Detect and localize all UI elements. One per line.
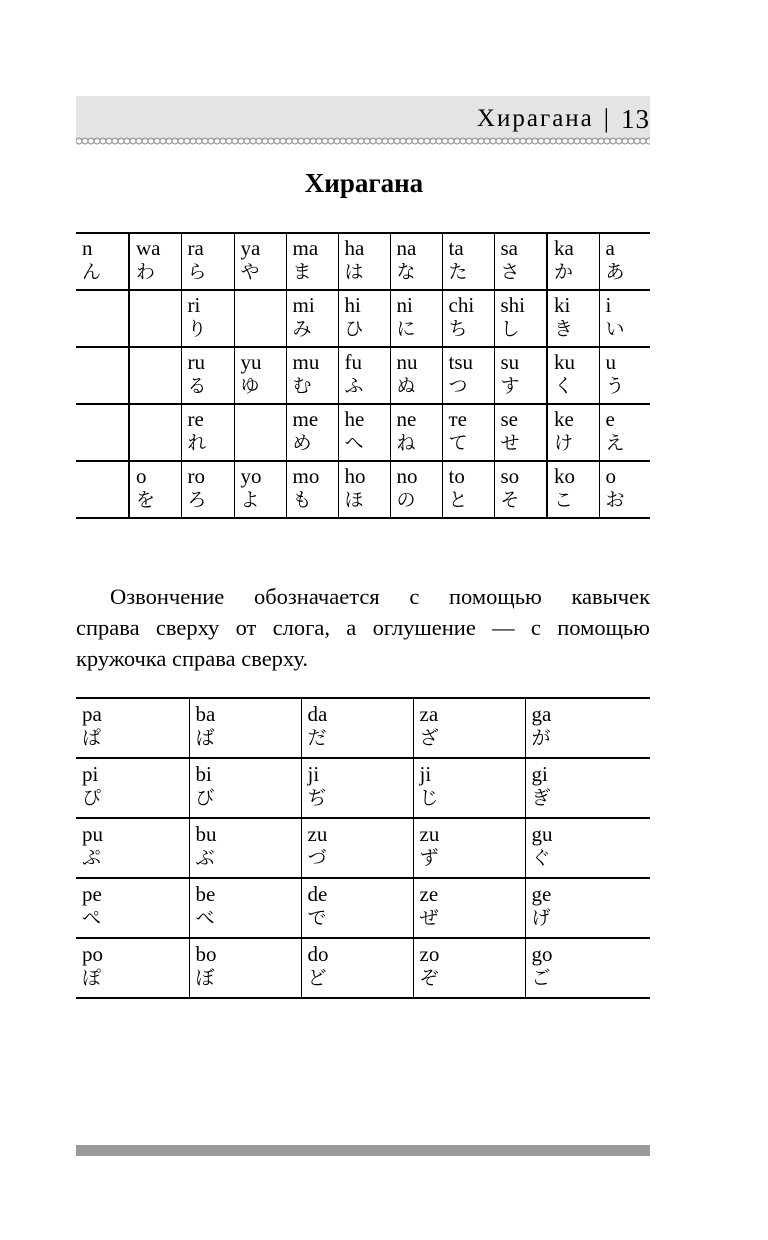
kana-character: て <box>448 432 468 454</box>
kana-character: え <box>605 432 625 454</box>
kana-character: け <box>554 432 574 454</box>
romaji: ge <box>531 882 552 906</box>
table-row <box>76 347 650 404</box>
table-cell <box>413 758 525 818</box>
table-cell <box>76 878 189 938</box>
kana-character: ぜ <box>419 907 439 929</box>
table-cell <box>129 461 181 518</box>
kana-character: ぢ <box>307 787 327 809</box>
kana-character: ゆ <box>240 375 260 397</box>
romaji: de <box>307 882 328 906</box>
table-cell <box>390 347 442 404</box>
romaji: i <box>605 293 612 317</box>
romaji: tsu <box>448 350 474 374</box>
table-cell <box>599 233 650 290</box>
table-cell <box>286 461 338 518</box>
kana-character: だ <box>307 727 327 749</box>
table-cell <box>390 404 442 461</box>
kana-character: び <box>195 787 215 809</box>
header-section-title: Хирагана <box>476 105 594 132</box>
kana-character: こ <box>554 489 574 511</box>
kana-character: か <box>554 261 574 283</box>
table-cell <box>301 938 413 998</box>
kana-character: み <box>292 318 312 340</box>
kana-character: ろ <box>187 489 207 511</box>
romaji: bo <box>195 942 217 966</box>
kana-character: な <box>396 261 416 283</box>
table-cell <box>76 818 189 878</box>
table-cell <box>442 404 494 461</box>
kana-character: ぐ <box>531 847 551 869</box>
table-cell <box>76 404 129 461</box>
table-cell <box>181 347 234 404</box>
romaji: to <box>448 464 465 488</box>
kana-character: れ <box>187 432 207 454</box>
kana-character: め <box>292 432 312 454</box>
kana-character: ぶ <box>195 847 215 869</box>
table-cell <box>494 404 547 461</box>
table-cell <box>301 698 413 758</box>
romaji: ki <box>554 293 571 317</box>
table-row <box>76 938 650 998</box>
kana-character: ら <box>187 261 207 283</box>
table-cell <box>76 290 129 347</box>
header-text <box>477 104 650 134</box>
romaji: ga <box>531 702 552 726</box>
kana-character: る <box>187 375 207 397</box>
table-cell <box>286 347 338 404</box>
kana-character: い <box>605 318 625 340</box>
kana-character: は <box>344 261 364 283</box>
kana-character: や <box>240 261 260 283</box>
romaji: shi <box>500 293 526 317</box>
table-cell <box>76 461 129 518</box>
kana-character: ぎ <box>531 787 551 809</box>
footer-rule <box>76 1145 650 1156</box>
romaji: chi <box>448 293 475 317</box>
table-row <box>76 404 650 461</box>
kana-character: ば <box>195 727 215 749</box>
table-cell <box>599 461 650 518</box>
page-title: Хирагана <box>304 168 424 198</box>
romaji: ko <box>554 464 575 488</box>
kana-character: ぴ <box>82 787 102 809</box>
table-cell <box>338 461 390 518</box>
romaji: me <box>292 407 319 431</box>
kana-character: に <box>396 318 416 340</box>
table-cell <box>525 938 650 998</box>
romaji: pu <box>82 822 103 846</box>
table-cell <box>599 404 650 461</box>
kana-character: べ <box>195 907 215 929</box>
romaji: da <box>307 702 328 726</box>
kana-character: ぬ <box>396 375 416 397</box>
table-cell <box>76 698 189 758</box>
romaji: re <box>187 407 204 431</box>
table-cell <box>390 290 442 347</box>
kana-character: ぼ <box>195 967 215 989</box>
table-cell <box>338 347 390 404</box>
table-cell <box>338 233 390 290</box>
kana-character: ま <box>292 261 312 283</box>
table-cell <box>494 233 547 290</box>
kana-character: が <box>531 727 551 749</box>
kana-character: せ <box>500 432 520 454</box>
romaji: yo <box>240 464 262 488</box>
kana-character: げ <box>531 907 551 929</box>
romaji: mo <box>292 464 320 488</box>
table-row <box>76 878 650 938</box>
kana-character: ほ <box>344 489 364 511</box>
voiced-syllables-table <box>76 697 650 999</box>
table-cell <box>547 461 599 518</box>
page-number: 13 <box>621 103 650 134</box>
romaji: wa <box>136 236 161 260</box>
kana-character: ぺ <box>82 907 102 929</box>
romaji: zo <box>419 942 440 966</box>
romaji: do <box>307 942 329 966</box>
table-cell <box>234 347 286 404</box>
table-cell <box>442 347 494 404</box>
romaji: a <box>605 236 615 260</box>
romaji: no <box>396 464 418 488</box>
table-cell <box>442 290 494 347</box>
table-cell <box>189 818 301 878</box>
table-cell <box>286 404 338 461</box>
romaji: sa <box>500 236 518 260</box>
table-cell <box>338 404 390 461</box>
table-cell <box>129 290 181 347</box>
romaji: ya <box>240 236 261 260</box>
table-cell <box>129 347 181 404</box>
table-cell <box>599 290 650 347</box>
table-cell <box>76 938 189 998</box>
romaji: pe <box>82 882 102 906</box>
table-cell <box>494 290 547 347</box>
romaji: ho <box>344 464 366 488</box>
kana-character: き <box>554 318 574 340</box>
table-cell <box>189 698 301 758</box>
table-cell <box>413 878 525 938</box>
table-cell <box>525 698 650 758</box>
table-cell <box>301 878 413 938</box>
table-cell <box>301 818 413 878</box>
romaji: ba <box>195 702 216 726</box>
kana-character: ひ <box>344 318 364 340</box>
table-cell <box>181 290 234 347</box>
kana-character: そ <box>500 489 520 511</box>
kana-character: へ <box>344 432 364 454</box>
table-cell <box>286 233 338 290</box>
romaji: o <box>605 464 616 488</box>
table-cell <box>525 878 650 938</box>
kana-character: た <box>448 261 468 283</box>
kana-character: わ <box>136 261 156 283</box>
romaji: ne <box>396 407 417 431</box>
romaji: gu <box>531 822 553 846</box>
kana-character: ご <box>531 967 551 989</box>
kana-character: ざ <box>419 727 439 749</box>
kana-character: ど <box>307 967 327 989</box>
kana-character: む <box>292 375 312 397</box>
romaji: pa <box>82 702 102 726</box>
romaji: pi <box>82 762 99 786</box>
romaji: e <box>605 407 615 431</box>
table-cell <box>181 461 234 518</box>
romaji: ni <box>396 293 413 317</box>
kana-character: と <box>448 489 468 511</box>
kana-character: ぞ <box>419 967 439 989</box>
table-cell <box>181 233 234 290</box>
kana-character: さ <box>500 261 520 283</box>
romaji: yu <box>240 350 262 374</box>
romaji: ku <box>554 350 575 374</box>
kana-character: ん <box>82 261 102 283</box>
table-cell <box>413 698 525 758</box>
table-cell <box>547 290 599 347</box>
romaji: ji <box>307 762 320 786</box>
table-cell <box>286 290 338 347</box>
romaji: mi <box>292 293 315 317</box>
table-row <box>76 758 650 818</box>
romaji: ha <box>344 236 365 260</box>
romaji: he <box>344 407 365 431</box>
kana-character: あ <box>605 261 625 283</box>
paragraph-line: кружочка справа сверху. <box>76 646 308 671</box>
kana-character: ち <box>448 318 468 340</box>
romaji: po <box>82 942 103 966</box>
table-cell <box>189 938 301 998</box>
kana-character: す <box>500 375 520 397</box>
kana-character: ず <box>419 847 439 869</box>
kana-character: じ <box>419 787 439 809</box>
table-cell <box>181 404 234 461</box>
romaji: su <box>500 350 520 374</box>
table-cell <box>301 758 413 818</box>
table-cell <box>234 290 286 347</box>
romaji: se <box>500 407 518 431</box>
table-cell <box>525 818 650 878</box>
kana-character: も <box>292 489 312 511</box>
romaji: mu <box>292 350 320 374</box>
romaji: bi <box>195 762 212 786</box>
table-cell <box>129 404 181 461</box>
romaji: ta <box>448 236 464 260</box>
paragraph-line: Озвончение обозначается с помощью кавычек <box>110 584 650 609</box>
kana-character: ぱ <box>82 727 102 749</box>
romaji: те <box>448 407 467 431</box>
romaji: ra <box>187 236 204 260</box>
table-cell <box>547 347 599 404</box>
table-cell <box>442 233 494 290</box>
table-cell <box>189 878 301 938</box>
table-cell <box>234 461 286 518</box>
table-cell <box>76 233 129 290</box>
romaji: u <box>605 350 616 374</box>
kana-character: ね <box>396 432 416 454</box>
romaji: na <box>396 236 417 260</box>
romaji: gi <box>531 762 548 786</box>
romaji: ri <box>187 293 201 317</box>
table-row <box>76 290 650 347</box>
table-cell <box>234 233 286 290</box>
table-cell <box>76 758 189 818</box>
kana-character: ぽ <box>82 967 102 989</box>
romaji: zu <box>419 822 440 846</box>
header-separator: | <box>603 104 611 133</box>
table-cell <box>189 758 301 818</box>
table-cell <box>599 347 650 404</box>
kana-character: を <box>136 489 156 511</box>
kana-character: う <box>605 375 625 397</box>
romaji: ke <box>554 407 574 431</box>
kana-character: の <box>396 489 416 511</box>
romaji: so <box>500 464 520 488</box>
romaji: ru <box>187 350 205 374</box>
kana-character: ぷ <box>82 847 102 869</box>
kana-character: お <box>605 489 625 511</box>
table-cell <box>390 461 442 518</box>
romaji: ze <box>419 882 439 906</box>
kana-character: よ <box>240 489 260 511</box>
romaji: ro <box>187 464 205 488</box>
table-cell <box>390 233 442 290</box>
table-cell <box>338 290 390 347</box>
romaji: ji <box>419 762 432 786</box>
kana-character: で <box>307 907 327 929</box>
table-cell <box>234 404 286 461</box>
table-cell <box>547 404 599 461</box>
romaji: nu <box>396 350 418 374</box>
kana-character: づ <box>307 847 327 869</box>
table-row <box>76 461 650 518</box>
table-cell <box>413 938 525 998</box>
paragraph-line: справа сверху от слога, а оглушение — с помощью <box>76 615 650 640</box>
romaji: hi <box>344 293 361 317</box>
kana-character: し <box>500 318 520 340</box>
romaji: fu <box>344 350 362 374</box>
table-cell <box>442 461 494 518</box>
romaji: n <box>82 236 93 260</box>
romaji: zu <box>307 822 328 846</box>
table-cell <box>525 758 650 818</box>
romaji: go <box>531 942 553 966</box>
romaji: o <box>136 464 147 488</box>
kana-character: つ <box>448 375 468 397</box>
header-border-ornament <box>76 136 650 146</box>
romaji: ka <box>554 236 574 260</box>
kana-character: り <box>187 318 207 340</box>
kana-character: ふ <box>344 375 364 397</box>
table-row <box>76 233 650 290</box>
kana-character: く <box>554 375 574 397</box>
table-cell <box>129 233 181 290</box>
romaji: be <box>195 882 216 906</box>
romaji: za <box>419 702 439 726</box>
table-row <box>76 818 650 878</box>
table-cell <box>547 233 599 290</box>
table-row <box>76 698 650 758</box>
table-cell <box>76 347 129 404</box>
romaji: ma <box>292 236 319 260</box>
table-cell <box>494 347 547 404</box>
hiragana-table <box>76 232 650 519</box>
romaji: bu <box>195 822 217 846</box>
voicing-explanation <box>76 581 650 674</box>
table-cell <box>413 818 525 878</box>
table-cell <box>494 461 547 518</box>
